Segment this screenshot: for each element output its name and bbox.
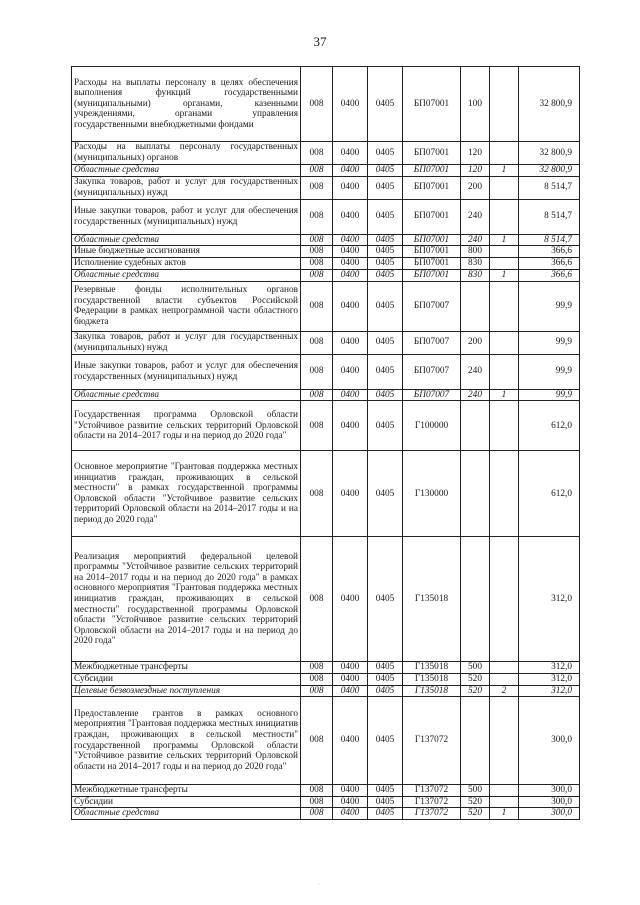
cell-amount: 366,6 <box>519 246 580 258</box>
cell-department-code: 008 <box>301 796 333 808</box>
cell-funding-source: 1 <box>490 808 519 820</box>
cell-department-code: 008 <box>301 685 333 697</box>
cell-department-code: 008 <box>301 697 333 785</box>
cell-target-item-code: БП07001 <box>403 142 461 165</box>
table-row-funding-source <box>72 165 580 177</box>
cell-funding-source <box>490 673 519 685</box>
cell-expense-type-code: 520 <box>461 685 490 697</box>
cell-name: Иные закупки товаров, работ и услуг для обеспечения государственных (муниципальных) нужд <box>72 199 301 234</box>
cell-funding-source <box>490 401 519 451</box>
cell-section-code: 0400 <box>333 537 368 662</box>
cell-expense-type-code: 500 <box>461 662 490 674</box>
cell-expense-type-code: 830 <box>461 270 490 282</box>
cell-funding-source <box>490 258 519 270</box>
cell-target-item-code: БП07001 <box>403 67 461 142</box>
table-row <box>72 142 580 165</box>
cell-target-item-code: Г137072 <box>403 796 461 808</box>
cell-amount: 312,0 <box>519 662 580 674</box>
table-row <box>72 176 580 199</box>
cell-amount: 312,0 <box>519 673 580 685</box>
cell-section-code: 0400 <box>333 401 368 451</box>
table-row-funding-source <box>72 270 580 282</box>
cell-name: Областные средства <box>72 270 301 282</box>
cell-section-code: 0400 <box>333 697 368 785</box>
cell-name: Межбюджетные трансферты <box>72 785 301 797</box>
cell-expense-type-code: 240 <box>461 234 490 246</box>
cell-amount: 612,0 <box>519 401 580 451</box>
cell-funding-source: 1 <box>490 270 519 282</box>
cell-name: Субсидии <box>72 673 301 685</box>
cell-section-code: 0400 <box>333 67 368 142</box>
cell-expense-type-code: 520 <box>461 796 490 808</box>
cell-amount: 99,9 <box>519 354 580 389</box>
cell-section-code: 0400 <box>333 142 368 165</box>
cell-section-code: 0400 <box>333 389 368 401</box>
cell-subsection-code: 0405 <box>368 697 403 785</box>
table-body <box>72 67 580 820</box>
cell-department-code: 008 <box>301 246 333 258</box>
cell-name: Областные средства <box>72 165 301 177</box>
cell-name: Иные закупки товаров, работ и услуг для обеспечения государственных (муниципальных) нужд <box>72 354 301 389</box>
cell-section-code: 0400 <box>333 258 368 270</box>
cell-funding-source <box>490 176 519 199</box>
cell-name: Основное мероприятие "Грантовая поддержка местных инициатив граждан, проживающих в сельской местности" в рамках государственной программы Орловской области "Устойчивое развитие сельских территорий Орловской области на 2014–2017 годы и на период до 2020 года" <box>72 451 301 537</box>
cell-subsection-code: 0405 <box>368 246 403 258</box>
cell-name: Субсидии <box>72 796 301 808</box>
cell-department-code: 008 <box>301 808 333 820</box>
cell-section-code: 0400 <box>333 246 368 258</box>
cell-target-item-code: Г135018 <box>403 662 461 674</box>
cell-name: Закупка товаров, работ и услуг для государственных (муниципальных) нужд <box>72 331 301 354</box>
cell-subsection-code: 0405 <box>368 673 403 685</box>
cell-amount: 8 514,7 <box>519 199 580 234</box>
cell-section-code: 0400 <box>333 785 368 797</box>
cell-amount: 312,0 <box>519 685 580 697</box>
cell-name: Расходы на выплаты персоналу государственных (муниципальных) органов <box>72 142 301 165</box>
cell-subsection-code: 0405 <box>368 176 403 199</box>
cell-subsection-code: 0405 <box>368 808 403 820</box>
cell-section-code: 0400 <box>333 451 368 537</box>
cell-section-code: 0400 <box>333 270 368 282</box>
cell-target-item-code: Г137072 <box>403 808 461 820</box>
cell-subsection-code: 0405 <box>368 389 403 401</box>
cell-section-code: 0400 <box>333 281 368 331</box>
table-row <box>72 697 580 785</box>
cell-target-item-code: БП07007 <box>403 331 461 354</box>
cell-amount: 32 800,9 <box>519 142 580 165</box>
cell-expense-type-code: 240 <box>461 199 490 234</box>
table-row <box>72 662 580 674</box>
table-row <box>72 67 580 142</box>
cell-department-code: 008 <box>301 165 333 177</box>
cell-funding-source <box>490 281 519 331</box>
cell-target-item-code: БП07001 <box>403 165 461 177</box>
cell-target-item-code: БП07007 <box>403 281 461 331</box>
cell-funding-source: 2 <box>490 685 519 697</box>
cell-expense-type-code: 830 <box>461 258 490 270</box>
cell-expense-type-code: 100 <box>461 67 490 142</box>
cell-funding-source <box>490 785 519 797</box>
cell-subsection-code: 0405 <box>368 258 403 270</box>
cell-department-code: 008 <box>301 451 333 537</box>
cell-expense-type-code: 200 <box>461 331 490 354</box>
cell-subsection-code: 0405 <box>368 401 403 451</box>
table-row <box>72 199 580 234</box>
cell-name: Иные бюджетные ассигнования <box>72 246 301 258</box>
cell-section-code: 0400 <box>333 662 368 674</box>
cell-target-item-code: БП07001 <box>403 176 461 199</box>
cell-target-item-code: БП07001 <box>403 234 461 246</box>
cell-target-item-code: Г135018 <box>403 673 461 685</box>
cell-section-code: 0400 <box>333 808 368 820</box>
cell-expense-type-code: 800 <box>461 246 490 258</box>
cell-funding-source <box>490 451 519 537</box>
cell-expense-type-code <box>461 451 490 537</box>
cell-section-code: 0400 <box>333 234 368 246</box>
cell-amount: 32 800,9 <box>519 67 580 142</box>
cell-expense-type-code <box>461 401 490 451</box>
cell-target-item-code: БП07001 <box>403 199 461 234</box>
table-row-funding-source <box>72 389 580 401</box>
cell-funding-source <box>490 796 519 808</box>
cell-name: Областные средства <box>72 808 301 820</box>
cell-name: Закупка товаров, работ и услуг для государственных (муниципальных) нужд <box>72 176 301 199</box>
cell-amount: 99,9 <box>519 389 580 401</box>
cell-name: Предоставление грантов в рамках основного мероприятия "Грантовая поддержка местных инициатив граждан, проживающих в сельской местности" государственной программы Орловской области "Устойчивое развитие сельских территорий Орловской области на 2014–2017 годы и на период до 2020 года" <box>72 697 301 785</box>
cell-department-code: 008 <box>301 401 333 451</box>
table-row <box>72 354 580 389</box>
table-row-funding-source <box>72 685 580 697</box>
cell-amount: 8 514,7 <box>519 234 580 246</box>
cell-target-item-code: Г137072 <box>403 697 461 785</box>
cell-department-code: 008 <box>301 281 333 331</box>
table-row <box>72 246 580 258</box>
table-row <box>72 258 580 270</box>
cell-expense-type-code: 520 <box>461 673 490 685</box>
cell-target-item-code: Г130000 <box>403 451 461 537</box>
cell-section-code: 0400 <box>333 165 368 177</box>
cell-subsection-code: 0405 <box>368 67 403 142</box>
cell-target-item-code: Г100000 <box>403 401 461 451</box>
cell-subsection-code: 0405 <box>368 165 403 177</box>
cell-subsection-code: 0405 <box>368 331 403 354</box>
cell-department-code: 008 <box>301 389 333 401</box>
cell-name: Областные средства <box>72 389 301 401</box>
cell-expense-type-code: 120 <box>461 142 490 165</box>
cell-amount: 99,9 <box>519 331 580 354</box>
cell-section-code: 0400 <box>333 354 368 389</box>
cell-department-code: 008 <box>301 354 333 389</box>
cell-section-code: 0400 <box>333 176 368 199</box>
cell-department-code: 008 <box>301 662 333 674</box>
table-row <box>72 785 580 797</box>
cell-funding-source <box>490 199 519 234</box>
cell-name: Расходы на выплаты персоналу в целях обеспечения выполнения функций государственными (муниципальными) органами, казенными учреждениями, органами управления государственными внебюджетными фондами <box>72 67 301 142</box>
cell-amount: 300,0 <box>519 697 580 785</box>
cell-subsection-code: 0405 <box>368 537 403 662</box>
table-row <box>72 796 580 808</box>
table-row <box>72 673 580 685</box>
cell-department-code: 008 <box>301 176 333 199</box>
cell-amount: 8 514,7 <box>519 176 580 199</box>
cell-amount: 300,0 <box>519 796 580 808</box>
table-row <box>72 331 580 354</box>
cell-expense-type-code: 520 <box>461 808 490 820</box>
cell-amount: 300,0 <box>519 785 580 797</box>
cell-funding-source <box>490 537 519 662</box>
cell-amount: 366,6 <box>519 258 580 270</box>
bottom-mark: · <box>318 882 320 888</box>
cell-name: Резервные фонды исполнительных органов государственной власти субъектов Российской Федерации в рамках непрограммной части областного бюджета <box>72 281 301 331</box>
cell-funding-source <box>490 67 519 142</box>
cell-target-item-code: БП07007 <box>403 389 461 401</box>
cell-section-code: 0400 <box>333 796 368 808</box>
cell-amount: 32 800,9 <box>519 165 580 177</box>
cell-name: Реализация мероприятий федеральной целевой программы "Устойчивое развитие сельских территорий на 2014–2017 годы и на период до 2020 года" в рамках основного мероприятия "Грантовая поддержка местных инициатив граждан, проживающих в сельской местности" государственной программы Орловской области "Устойчивое развитие сельских территорий Орловской области на 2014–2017 годы и на период до 2020 года" <box>72 537 301 662</box>
cell-section-code: 0400 <box>333 331 368 354</box>
cell-name: Целевые безвозмездные поступления <box>72 685 301 697</box>
cell-expense-type-code: 240 <box>461 389 490 401</box>
page-number: 37 <box>313 34 327 49</box>
cell-expense-type-code: 120 <box>461 165 490 177</box>
table-row <box>72 401 580 451</box>
table-row <box>72 537 580 662</box>
cell-target-item-code: Г135018 <box>403 537 461 662</box>
cell-target-item-code: Г135018 <box>403 685 461 697</box>
cell-department-code: 008 <box>301 199 333 234</box>
cell-amount: 300,0 <box>519 808 580 820</box>
cell-funding-source <box>490 331 519 354</box>
cell-name: Государственная программа Орловской области "Устойчивое развитие сельских территорий Орловской области на 2014–2017 годы и на период до 2020 года" <box>72 401 301 451</box>
cell-subsection-code: 0405 <box>368 796 403 808</box>
cell-name: Областные средства <box>72 234 301 246</box>
cell-name: Исполнение судебных актов <box>72 258 301 270</box>
cell-expense-type-code <box>461 281 490 331</box>
cell-section-code: 0400 <box>333 673 368 685</box>
cell-expense-type-code <box>461 537 490 662</box>
cell-subsection-code: 0405 <box>368 662 403 674</box>
cell-target-item-code: БП07001 <box>403 246 461 258</box>
cell-department-code: 008 <box>301 270 333 282</box>
cell-target-item-code: БП07001 <box>403 258 461 270</box>
cell-expense-type-code <box>461 697 490 785</box>
cell-subsection-code: 0405 <box>368 270 403 282</box>
cell-subsection-code: 0405 <box>368 354 403 389</box>
cell-department-code: 008 <box>301 673 333 685</box>
table-row-funding-source <box>72 234 580 246</box>
cell-department-code: 008 <box>301 785 333 797</box>
cell-subsection-code: 0405 <box>368 199 403 234</box>
table-row <box>72 281 580 331</box>
cell-funding-source <box>490 662 519 674</box>
cell-funding-source: 1 <box>490 165 519 177</box>
table-row-funding-source <box>72 808 580 820</box>
cell-funding-source: 1 <box>490 389 519 401</box>
cell-amount: 312,0 <box>519 537 580 662</box>
cell-name: Межбюджетные трансферты <box>72 662 301 674</box>
cell-funding-source <box>490 697 519 785</box>
cell-subsection-code: 0405 <box>368 785 403 797</box>
cell-department-code: 008 <box>301 142 333 165</box>
cell-department-code: 008 <box>301 258 333 270</box>
cell-department-code: 008 <box>301 234 333 246</box>
cell-department-code: 008 <box>301 67 333 142</box>
cell-expense-type-code: 200 <box>461 176 490 199</box>
cell-target-item-code: БП07001 <box>403 270 461 282</box>
cell-expense-type-code: 240 <box>461 354 490 389</box>
cell-subsection-code: 0405 <box>368 451 403 537</box>
cell-subsection-code: 0405 <box>368 281 403 331</box>
cell-funding-source: 1 <box>490 234 519 246</box>
cell-funding-source <box>490 354 519 389</box>
cell-subsection-code: 0405 <box>368 685 403 697</box>
table-row <box>72 451 580 537</box>
cell-section-code: 0400 <box>333 199 368 234</box>
cell-expense-type-code: 500 <box>461 785 490 797</box>
cell-funding-source <box>490 142 519 165</box>
cell-amount: 366,6 <box>519 270 580 282</box>
cell-target-item-code: Г137072 <box>403 785 461 797</box>
cell-funding-source <box>490 246 519 258</box>
cell-section-code: 0400 <box>333 685 368 697</box>
cell-amount: 99,9 <box>519 281 580 331</box>
budget-table <box>71 66 580 820</box>
cell-target-item-code: БП07007 <box>403 354 461 389</box>
cell-amount: 612,0 <box>519 451 580 537</box>
cell-subsection-code: 0405 <box>368 234 403 246</box>
cell-subsection-code: 0405 <box>368 142 403 165</box>
cell-department-code: 008 <box>301 537 333 662</box>
cell-department-code: 008 <box>301 331 333 354</box>
